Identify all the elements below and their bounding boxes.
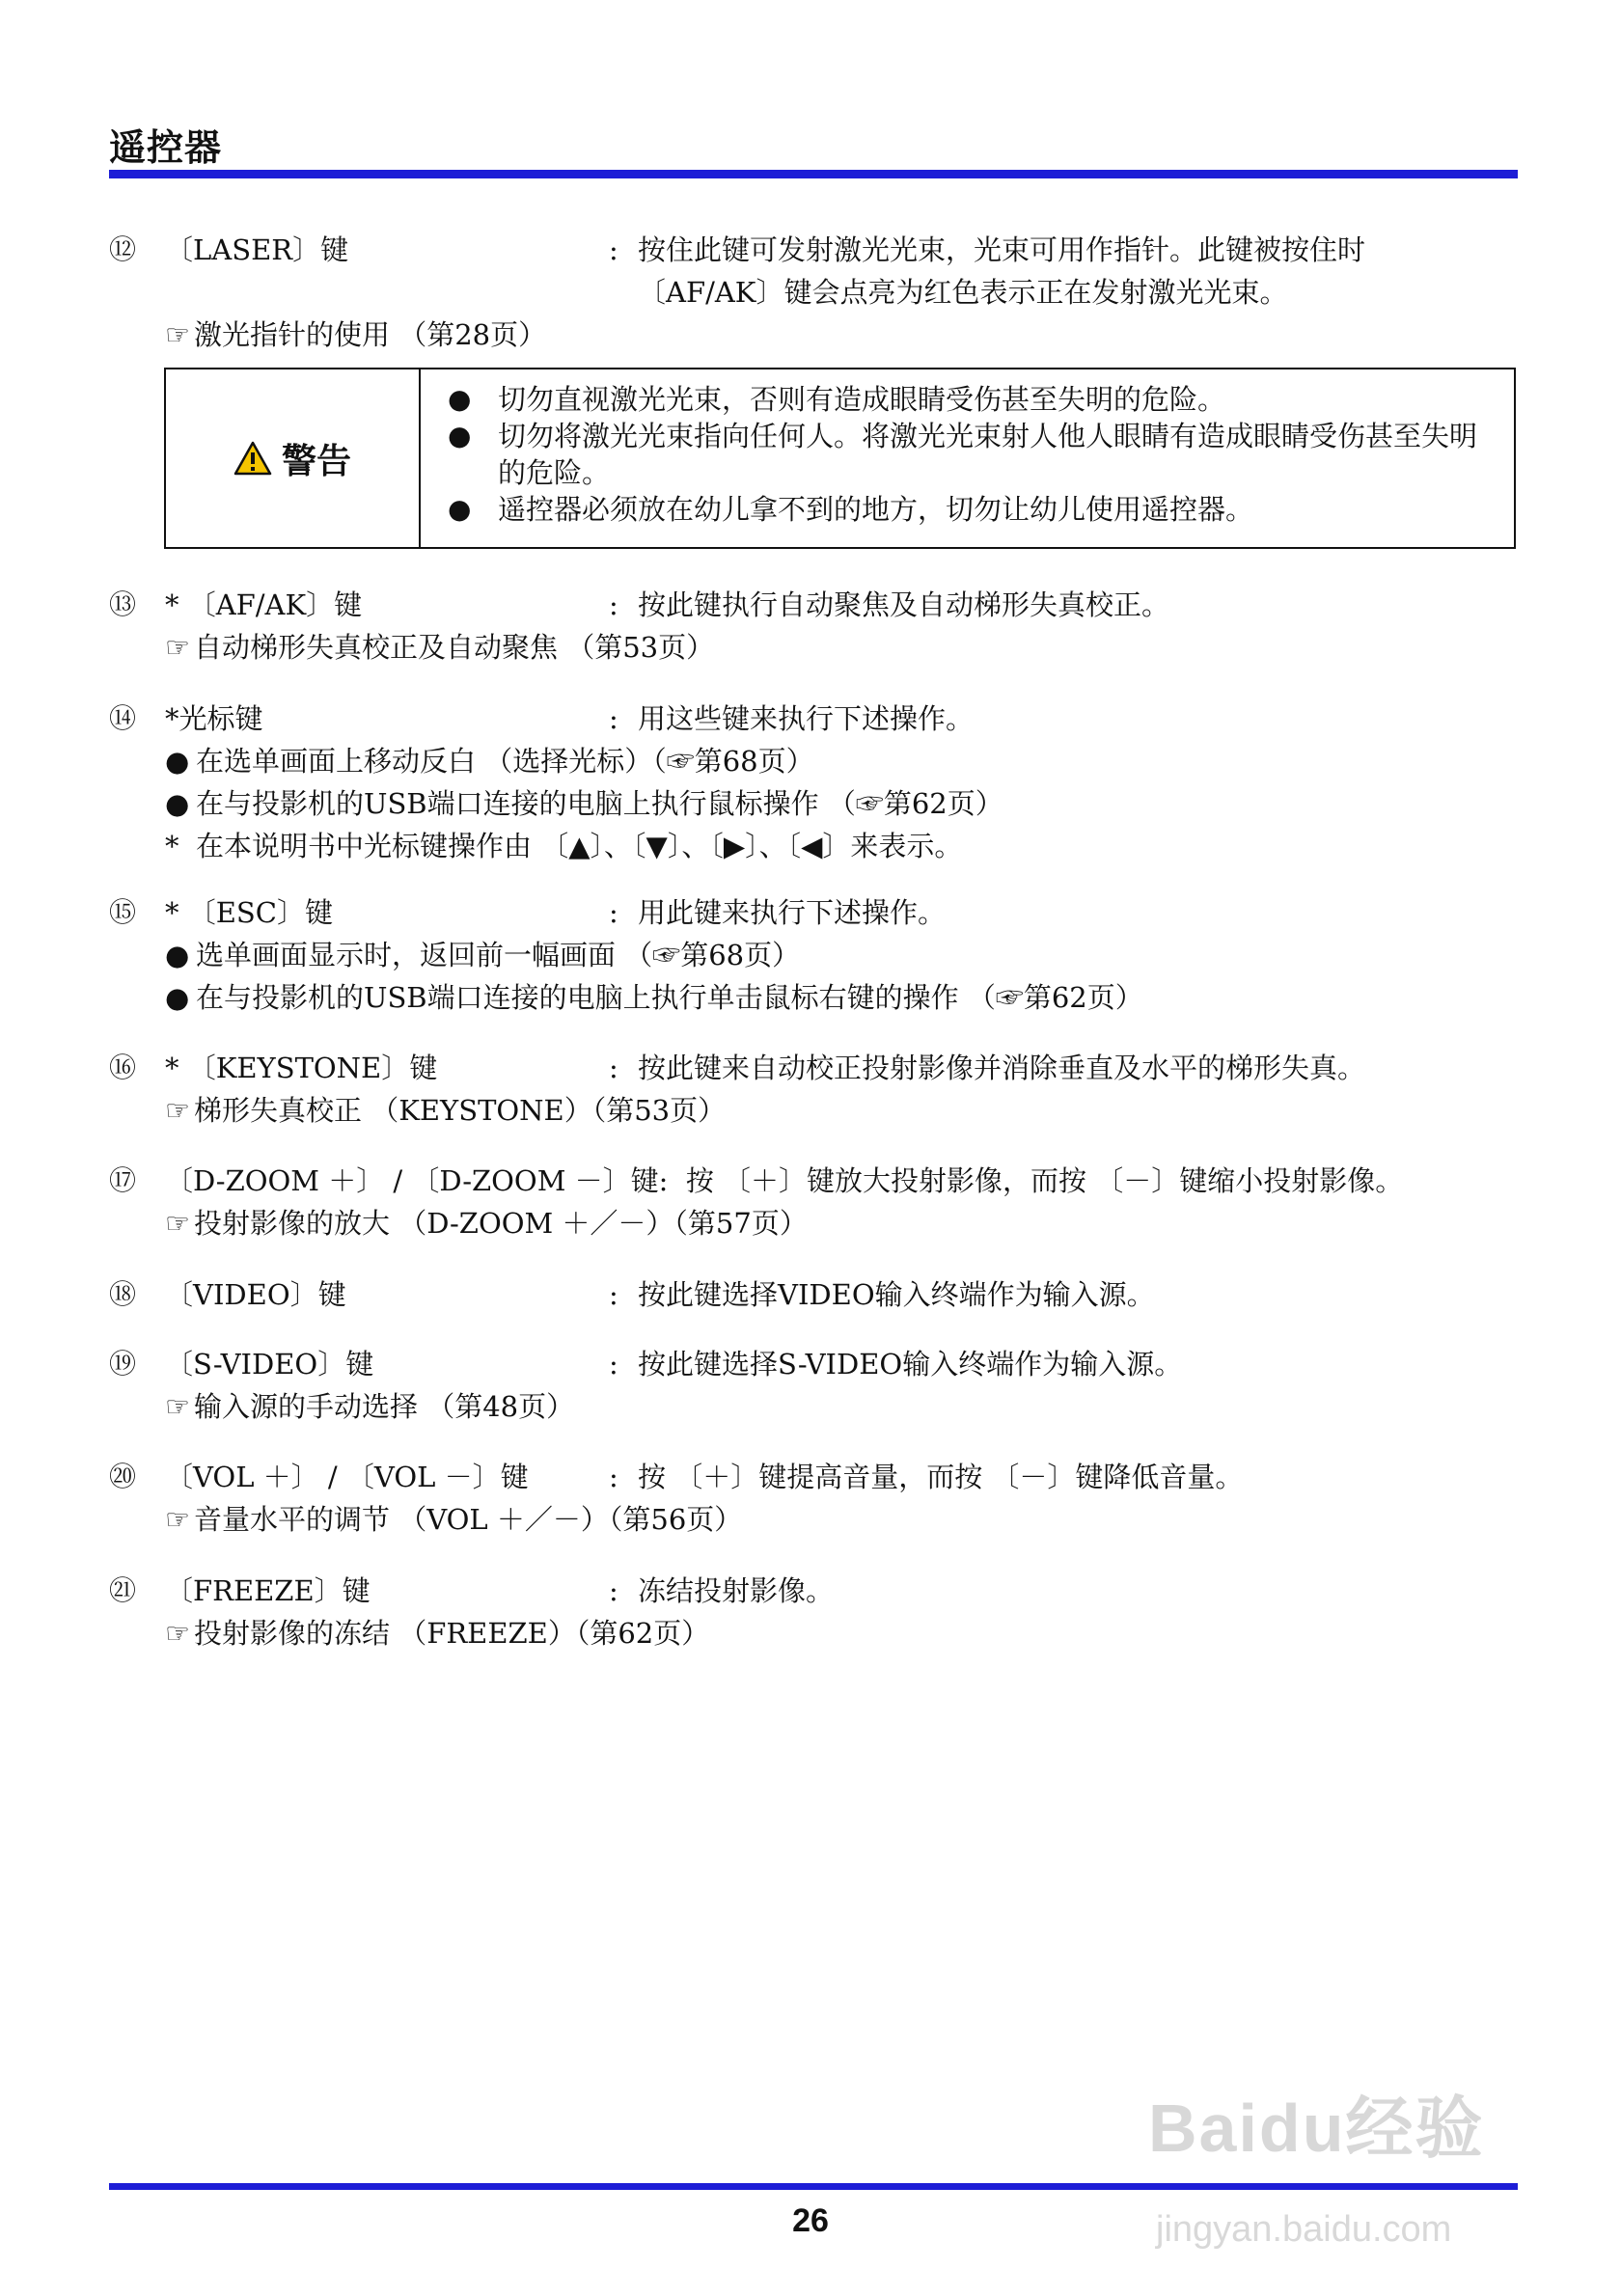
pointing-hand-icon: ☞ xyxy=(165,1617,190,1650)
entry-colon: : xyxy=(609,1461,618,1493)
entry-colon: : xyxy=(609,233,618,266)
entry-number: ⑫ xyxy=(109,233,137,265)
entry-desc: 按 〔＋〕键提高音量，而按 〔－〕键降低音量。 xyxy=(638,1461,1244,1493)
pointing-hand-icon: ☞ xyxy=(165,318,190,351)
watermark-url: jingyan.baidu.com xyxy=(1156,2209,1452,2250)
page-title: 遥控器 xyxy=(109,126,223,169)
entry-ref: ☞ 梯形失真校正 （KEYSTONE）（第53页） xyxy=(165,1089,726,1132)
entry-colon: : xyxy=(609,1052,618,1084)
entry-desc: 按此键选择VIDEO输入终端作为输入源。 xyxy=(638,1278,1155,1311)
pointing-hand-icon: ☞ xyxy=(165,631,190,664)
warning-item: ● 切勿直视激光光束，否则有造成眼睛受伤甚至失明的危险。 xyxy=(448,383,1226,416)
entry-video xyxy=(109,1273,1518,1316)
entry-volume xyxy=(109,1456,1518,1541)
entry-freeze xyxy=(109,1570,1518,1654)
entry-cursor-keys xyxy=(109,697,1518,867)
entry-ref: ☞ 投射影像的放大 （D-ZOOM ＋／－）（第57页） xyxy=(165,1202,808,1244)
entry-number: ⑬ xyxy=(109,588,137,620)
entry-ref: ☞ 音量水平的调节 （VOL ＋／－）（第56页） xyxy=(165,1498,742,1541)
entry-sub: ● 在选单画面上移动反白 （选择光标）（☞第68页） xyxy=(165,745,814,778)
entry-sub: * 在本说明书中光标键操作由 〔▲〕、〔▼〕、〔▶〕、〔◀〕来表示。 xyxy=(165,830,963,862)
entry-desc: 按此键选择S-VIDEO输入终端作为输入源。 xyxy=(638,1348,1183,1380)
entry-colon: : xyxy=(609,702,618,735)
warning-list xyxy=(421,369,1514,547)
entry-number: ⑮ xyxy=(109,896,137,928)
entry-number: ⑲ xyxy=(109,1348,137,1380)
warning-box xyxy=(164,368,1516,549)
entry-desc: 按住此键可发射激光光束，光束可用作指针。此键被按住时 xyxy=(638,233,1366,266)
entry-keystone xyxy=(109,1047,1518,1132)
entry-desc: 〔AF/AK〕键会点亮为红色表示正在发射激光光束。 xyxy=(638,276,1288,309)
warning-triangle-icon xyxy=(234,441,272,476)
entry-number: ㉑ xyxy=(109,1574,137,1606)
entry-key: 〔LASER〕键 xyxy=(165,233,349,266)
pointing-hand-icon: ☞ xyxy=(165,1094,190,1127)
entry-ref: ☞ 自动梯形失真校正及自动聚焦 （第53页） xyxy=(165,626,714,669)
pointing-hand-icon: ☞ xyxy=(165,1503,190,1536)
entry-desc: 用此键来执行下述操作。 xyxy=(638,896,947,929)
entry-number: ⑰ xyxy=(109,1164,137,1196)
entry-key: 〔S-VIDEO〕键 xyxy=(165,1348,374,1380)
warning-item: ● 切勿将激光光束指向任何人。将激光光束射人他人眼睛有造成眼睛受伤甚至失明的危险。 xyxy=(448,420,1478,489)
entry-colon: : xyxy=(609,588,618,621)
entry-sub: ● 在与投影机的USB端口连接的电脑上执行单击鼠标右键的操作 （☞第62页） xyxy=(165,981,1143,1014)
entry-number: ⑯ xyxy=(109,1052,137,1083)
entry-d-zoom xyxy=(109,1160,1518,1244)
entry-key: *光标键 xyxy=(165,702,263,735)
pointing-hand-icon: ☞ xyxy=(165,1207,190,1240)
entry-key: 〔VIDEO〕键 xyxy=(165,1278,346,1311)
entry-number: ⑳ xyxy=(109,1461,137,1492)
entry-esc xyxy=(109,891,1518,1019)
entry-desc: 冻结投射影像。 xyxy=(638,1574,835,1607)
entry-number: ⑱ xyxy=(109,1278,137,1310)
entry-key: 〔D-ZOOM ＋〕 / 〔D-ZOOM －〕键: 按 〔＋〕键放大投射影像，而按 〔－〕键缩小投射影像。 xyxy=(165,1164,1404,1197)
entry-s-video xyxy=(109,1343,1518,1428)
watermark-logo: Baidu经验 xyxy=(1148,2091,1485,2166)
warning-label: 警告 xyxy=(281,441,351,481)
entry-key: * 〔ESC〕键 xyxy=(165,896,333,929)
entry-desc: 用这些键来执行下述操作。 xyxy=(638,702,975,735)
entry-key: 〔VOL ＋〕 / 〔VOL －〕键 xyxy=(165,1461,529,1493)
warning-header xyxy=(166,369,421,547)
entry-key: * 〔AF/AK〕键 xyxy=(165,588,363,621)
page-number: 26 xyxy=(792,2202,829,2239)
entry-number: ⑭ xyxy=(109,702,137,734)
warning-item: ● 遥控器必须放在幼儿拿不到的地方，切勿让幼儿使用遥控器。 xyxy=(448,493,1254,526)
footer-rule xyxy=(109,2183,1518,2190)
entry-desc: 按此键来自动校正投射影像并消除垂直及水平的梯形失真。 xyxy=(638,1052,1366,1084)
entry-sub: ● 选单画面显示时，返回前一幅画面 （☞第68页） xyxy=(165,939,801,971)
entry-colon: : xyxy=(609,1278,618,1311)
entry-colon: : xyxy=(609,896,618,929)
entry-colon: : xyxy=(609,1348,618,1380)
entry-ref: ☞ 投射影像的冻结 （FREEZE）（第62页） xyxy=(165,1612,709,1654)
entry-af-ak xyxy=(109,584,1518,669)
entry-sub: ● 在与投影机的USB端口连接的电脑上执行鼠标操作 （☞第62页） xyxy=(165,787,1003,820)
entry-ref: ☞ 激光指针的使用 （第28页） xyxy=(165,314,546,356)
entry-ref: ☞ 输入源的手动选择 （第48页） xyxy=(165,1385,574,1428)
entry-key: * 〔KEYSTONE〕键 xyxy=(165,1052,438,1084)
baidu-watermark xyxy=(1148,2074,1485,2250)
entry-laser xyxy=(109,229,1518,356)
entry-desc: 按此键执行自动聚焦及自动梯形失真校正。 xyxy=(638,588,1170,621)
entry-colon: : xyxy=(609,1574,618,1607)
entry-key: 〔FREEZE〕键 xyxy=(165,1574,371,1607)
pointing-hand-icon: ☞ xyxy=(165,1390,190,1423)
header-rule xyxy=(109,170,1518,178)
